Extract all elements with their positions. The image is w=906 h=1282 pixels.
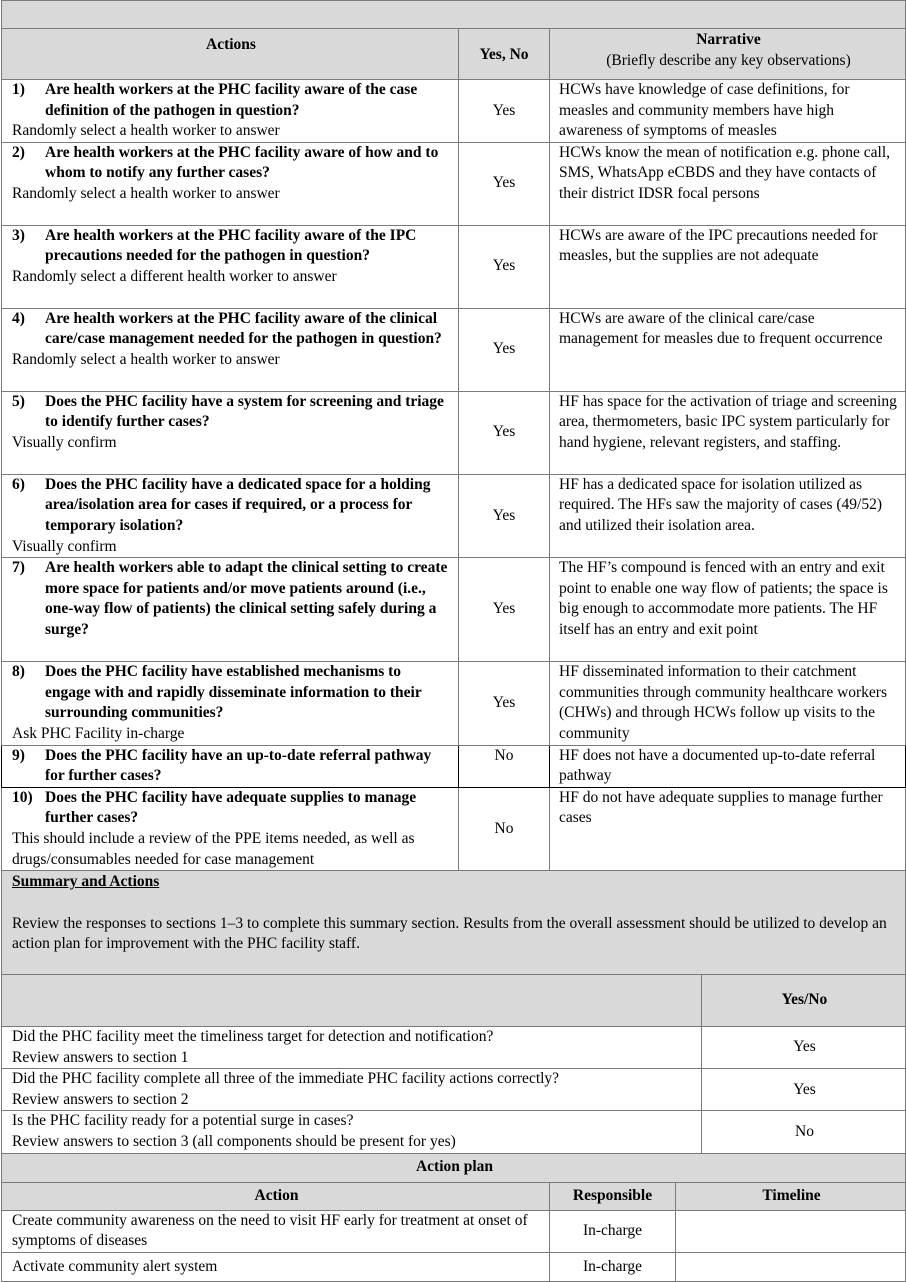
table-row xyxy=(2,391,906,474)
action-plan-title-row xyxy=(2,1153,906,1182)
table-row xyxy=(2,745,906,787)
question xyxy=(12,788,450,829)
question xyxy=(12,143,450,184)
answer-cell: Yes xyxy=(459,308,550,391)
question-note: Randomly select a health worker to answer xyxy=(12,184,280,202)
summary-answer: No xyxy=(702,1111,906,1153)
table-row xyxy=(2,308,906,391)
question-number: 2) xyxy=(12,143,25,161)
question xyxy=(12,558,450,640)
summary-question: Did the PHC facility meet the timeliness target for detection and notification? xyxy=(12,1028,494,1046)
action-cell: Activate community alert system xyxy=(2,1252,550,1281)
summary-text: Review the responses to sections 1–3 to complete this summary section. Results from the overall assessment should be utilized to develop an action plan for improvement with the PHC facility staff. xyxy=(12,914,887,953)
narrative-cell: HF does not have a documented up-to-date referral pathway xyxy=(550,745,906,787)
narrative-cell: HCWs are aware of the clinical care/case management for measles due to frequent occurrence xyxy=(550,308,906,391)
summary-row xyxy=(2,1111,906,1153)
action-row xyxy=(2,1210,906,1252)
question-cell xyxy=(2,787,459,870)
question-number: 8) xyxy=(12,663,25,681)
action-row xyxy=(2,1252,906,1281)
question-text: Does the PHC facility have a system for screening and triage to identify further cases? xyxy=(45,392,444,431)
question-cell xyxy=(2,745,459,787)
question-note: Visually confirm xyxy=(12,433,117,451)
question-note: Visually confirm xyxy=(12,537,117,555)
narrative-cell: HF has space for the activation of triage and screening area, thermometers, basic IPC system particularly for hand hygiene, relevant registers, and staffing. xyxy=(550,391,906,474)
question xyxy=(12,226,450,267)
question-cell xyxy=(2,308,459,391)
question-text: Are health workers at the PHC facility aware of the clinical care/case management needed for the pathogen in question? xyxy=(45,309,442,348)
narrative-cell: HF disseminated information to their catchment communities through community healthcare workers (CHWs) and through HCWs follow up visits to the community xyxy=(550,662,906,745)
question-cell xyxy=(2,142,459,225)
summary-header-row xyxy=(2,975,906,1027)
answer-cell: Yes xyxy=(459,142,550,225)
question-note: Randomly select a different health worker to answer xyxy=(12,267,337,285)
question-text: Are health workers at the PHC facility aware of how and to whom to notify any further cases? xyxy=(45,143,439,182)
summary-question-cell xyxy=(2,1069,702,1111)
question-text: Are health workers able to adapt the clinical setting to create more space for patients and/or move patients around (i.e., one-way flow of patients) the clinical setting safely during a surge? xyxy=(45,559,448,638)
responsible-header: Responsible xyxy=(550,1182,676,1210)
answer-cell: Yes xyxy=(459,80,550,143)
responsible-cell: In-charge xyxy=(550,1252,676,1281)
assessment-table xyxy=(1,0,906,975)
table-row xyxy=(2,142,906,225)
summary-note: Review answers to section 2 xyxy=(12,1090,189,1108)
yes-no-col-header: Yes/No xyxy=(702,975,906,1027)
question-number: 7) xyxy=(12,559,25,577)
narrative-cell: The HF’s compound is fenced with an entry and exit point to enable one way flow of patients; the space is big enough to accommodate more patients. The HF itself has an entry and exit point xyxy=(550,558,906,662)
narrative-cell: HCWs are aware of the IPC precautions needed for measles, but the supplies are not adequate xyxy=(550,225,906,308)
question-cell xyxy=(2,225,459,308)
question-cell xyxy=(2,80,459,143)
action-header: Action xyxy=(2,1182,550,1210)
question xyxy=(12,309,450,350)
question xyxy=(12,392,450,433)
question-number: 10) xyxy=(12,788,33,806)
summary-question-cell xyxy=(2,1111,702,1153)
action-plan-title: Action plan xyxy=(2,1153,906,1182)
header-row xyxy=(2,29,906,80)
summary-row xyxy=(2,1027,906,1069)
question-number: 4) xyxy=(12,309,25,327)
narrative-cell: HF do not have adequate supplies to manage further cases xyxy=(550,787,906,870)
question-text: Does the PHC facility have an up-to-date referral pathway for further cases? xyxy=(45,746,432,785)
question-number: 3) xyxy=(12,226,25,244)
question-text: Are health workers at the PHC facility aware of the case definition of the pathogen in question? xyxy=(45,81,418,119)
question-number: 5) xyxy=(12,392,25,410)
question xyxy=(12,746,450,787)
summary-answer: Yes xyxy=(702,1069,906,1111)
narrative-cell: HF has a dedicated space for isolation utilized as required. The HFs saw the majority of cases (49/52) and utilized their isolation area. xyxy=(550,474,906,557)
question-number: 6) xyxy=(12,475,25,493)
answer-cell: No xyxy=(459,745,550,787)
summary-row xyxy=(2,871,906,975)
question-cell xyxy=(2,558,459,662)
summary-row xyxy=(2,1069,906,1111)
question-text: Does the PHC facility have adequate supplies to manage further cases? xyxy=(45,788,417,827)
question-note: Randomly select a health worker to answer xyxy=(12,122,280,140)
question-cell xyxy=(2,662,459,745)
question-text: Does the PHC facility have a dedicated space for a holding area/isolation area for cases if required, or a process for temporary isolation? xyxy=(45,475,431,534)
answer-cell: Yes xyxy=(459,474,550,557)
action-cell: Create community awareness on the need to visit HF early for treatment at onset of symptoms of diseases xyxy=(2,1210,550,1252)
summary-note: Review answers to section 3 (all components should be present for yes) xyxy=(12,1133,456,1151)
answer-cell: No xyxy=(459,787,550,870)
question xyxy=(12,662,450,724)
action-plan-table xyxy=(1,1153,906,1282)
answer-cell: Yes xyxy=(459,662,550,745)
summary-title: Summary and Actions xyxy=(12,873,160,891)
answer-cell: Yes xyxy=(459,391,550,474)
table-row xyxy=(2,558,906,662)
summary-note: Review answers to section 1 xyxy=(12,1048,189,1066)
action-plan-header-row xyxy=(2,1182,906,1210)
summary-answer: Yes xyxy=(702,1027,906,1069)
question-cell xyxy=(2,474,459,557)
summary-table xyxy=(1,974,906,1154)
table-row xyxy=(2,80,906,143)
actions-header: Actions xyxy=(2,29,459,80)
summary-question-cell xyxy=(2,1027,702,1069)
table-row xyxy=(2,662,906,745)
table-row xyxy=(2,787,906,870)
question xyxy=(12,80,450,121)
summary-question: Is the PHC facility ready for a potential surge in cases? xyxy=(12,1112,354,1130)
narrative-cell: HCWs know the mean of notification e.g. phone call, SMS, WhatsApp eCBDS and they have contacts of their district IDSR focal persons xyxy=(550,142,906,225)
question-text: Does the PHC facility have established mechanisms to engage with and rapidly disseminate information to their surrounding communities? xyxy=(45,663,422,722)
question xyxy=(12,475,450,537)
question-note: Ask PHC Facility in-charge xyxy=(12,724,185,742)
answer-cell: Yes xyxy=(459,558,550,662)
question-note: Randomly select a health worker to answer xyxy=(12,350,280,368)
timeline-cell xyxy=(676,1252,906,1281)
responsible-cell: In-charge xyxy=(550,1210,676,1252)
question-number: 9) xyxy=(12,746,25,764)
question-note: This should include a review of the PPE items needed, as well as drugs/consumables needed for case management xyxy=(12,829,415,868)
timeline-cell xyxy=(676,1210,906,1252)
question-text: Are health workers at the PHC facility aware of the IPC precautions needed for the pathogen in question? xyxy=(45,226,417,265)
summary-question: Did the PHC facility complete all three of the immediate PHC facility actions correctly? xyxy=(12,1070,560,1088)
top-blank-row xyxy=(2,1,906,29)
question-cell xyxy=(2,391,459,474)
question-number: 1) xyxy=(12,81,25,98)
answer-cell: Yes xyxy=(459,225,550,308)
timeline-header: Timeline xyxy=(676,1182,906,1210)
narrative-cell: HCWs have knowledge of case definitions, for measles and community members have high awareness of symptoms of measles xyxy=(550,80,906,143)
narrative-header: Narrative (Briefly describe any key observations) xyxy=(550,29,906,80)
table-row xyxy=(2,225,906,308)
yes-no-header: Yes, No xyxy=(459,29,550,80)
table-row xyxy=(2,474,906,557)
